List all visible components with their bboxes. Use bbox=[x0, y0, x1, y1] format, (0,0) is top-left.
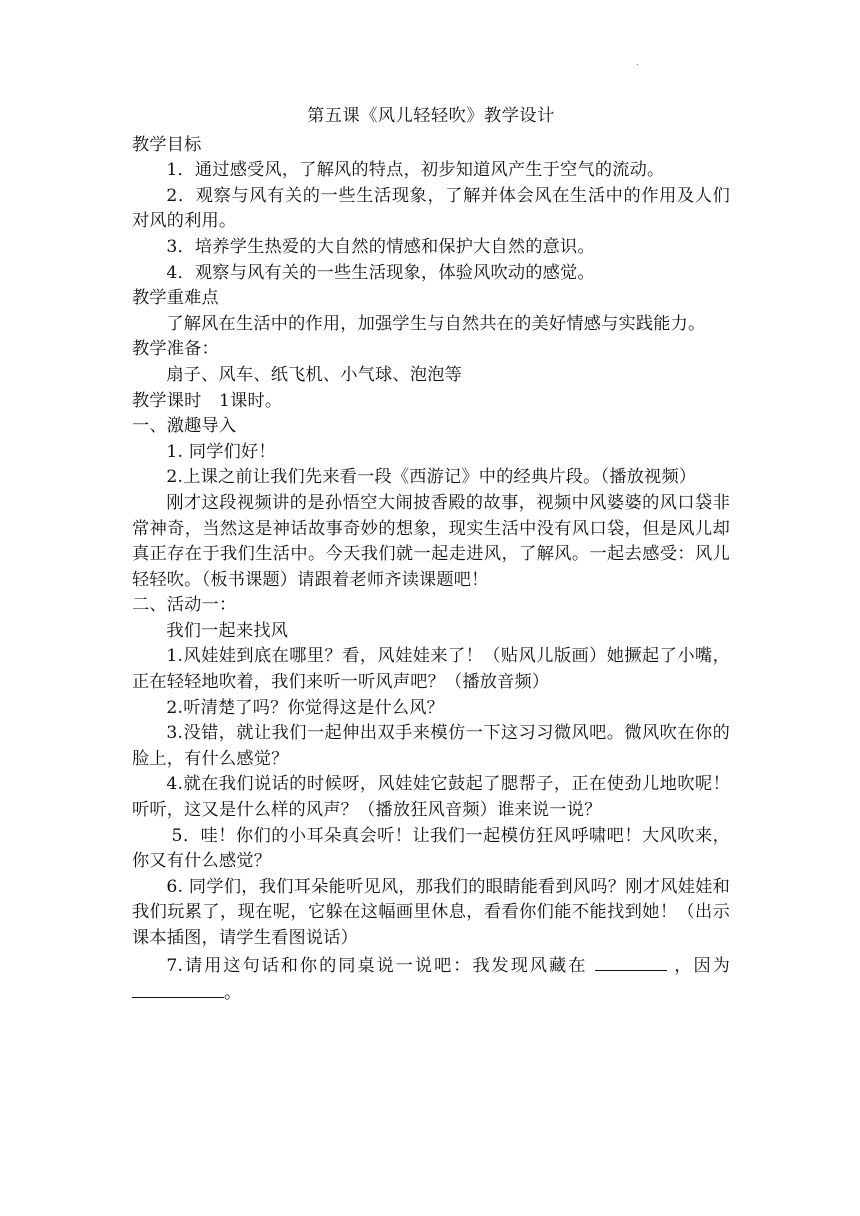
part2-subheading: 我们一起来找风 bbox=[166, 620, 289, 641]
fill-blank-1 bbox=[595, 952, 667, 971]
part2-item: 2.听清楚了吗？你觉得这是什么风？ bbox=[166, 697, 445, 718]
part1-item: 1. 同学们好！ bbox=[166, 441, 276, 462]
item7-prompt: 7.请用这句话和你的同桌说一说吧：我发现风藏在 bbox=[166, 955, 588, 976]
part2-heading: 二、活动一： bbox=[132, 595, 237, 616]
preparation-heading: 教学准备： bbox=[132, 339, 219, 360]
item7-end: 。 bbox=[224, 983, 242, 1004]
document-page bbox=[132, 104, 730, 1007]
objective-item: 1．通过感受风，了解风的特点，初步知道风产生于空气的流动。 bbox=[166, 160, 665, 181]
part2-item-7 bbox=[132, 952, 730, 1007]
preparation-text: 扇子、风车、纸飞机、小气球、泡泡等 bbox=[166, 364, 462, 385]
objective-item: 2．观察与风有关的一些生活现象，了解并体会风在生活中的作用及人们对风的利用。 bbox=[132, 185, 730, 232]
part1-paragraph: 刚才这段视频讲的是孙悟空大闹披香殿的故事，视频中风婆婆的风口袋非常神奇，当然这是神话故事奇妙的想象，现实生活中没有风口袋，但是风儿却真正存在于我们生活中。今天我们就一起走进风，了解风。一起去感受：风儿轻轻吹。（板书课题）请跟着老师齐读课题吧！ bbox=[132, 492, 730, 590]
part1-item: 2.上课之前让我们先来看一段《西游记》中的经典片段。（播放视频） bbox=[166, 467, 697, 488]
header-dot: . bbox=[636, 58, 639, 67]
item7-because: ，因为 bbox=[674, 955, 730, 976]
fill-blank-2 bbox=[132, 979, 224, 998]
objective-item: 3．培养学生热爱的大自然的情感和保护大自然的意识。 bbox=[166, 236, 595, 257]
objectives-heading: 教学目标 bbox=[132, 134, 202, 155]
objective-item: 4．观察与风有关的一些生活现象，体验风吹动的感觉。 bbox=[166, 262, 595, 283]
key-points-heading: 教学重难点 bbox=[132, 288, 219, 309]
part2-item: 3.没错，就让我们一起伸出双手来模仿一下这习习微风吧。微风吹在你的脸上，有什么感觉？ bbox=[132, 723, 730, 769]
part2-item: 5．哇！你们的小耳朵真会听！让我们一起模仿狂风呼啸吧！大风吹来，你又有什么感觉？ bbox=[132, 825, 730, 872]
part1-heading: 一、激趣导入 bbox=[132, 416, 237, 437]
part2-item: 1.风娃娃到底在哪里？看，风娃娃来了！（贴风儿版画）她撅起了小嘴，正在轻轻地吹着，我们来听一听风声吧？（播放音频） bbox=[132, 646, 730, 693]
part2-item: 4.就在我们说话的时候呀，风娃娃它鼓起了腮帮子，正在使劲儿地吹呢！听听，这又是什么样的风声？（播放狂风音频）谁来说一说？ bbox=[132, 774, 730, 821]
part2-item: 6. 同学们，我们耳朵能听见风，那我们的眼睛能看到风吗？刚才风娃娃和我们玩累了，现在呢，它躲在这幅画里休息，看看你们能不能找到她！（出示课本插图，请学生看图说话） bbox=[132, 876, 730, 948]
document-title: 第五课《风儿轻轻吹》教学设计 bbox=[307, 106, 555, 126]
class-period: 教学课时 1课时。 bbox=[132, 390, 283, 411]
key-points-text: 了解风在生活中的作用，加强学生与自然共在的美好情感与实践能力。 bbox=[166, 313, 706, 334]
